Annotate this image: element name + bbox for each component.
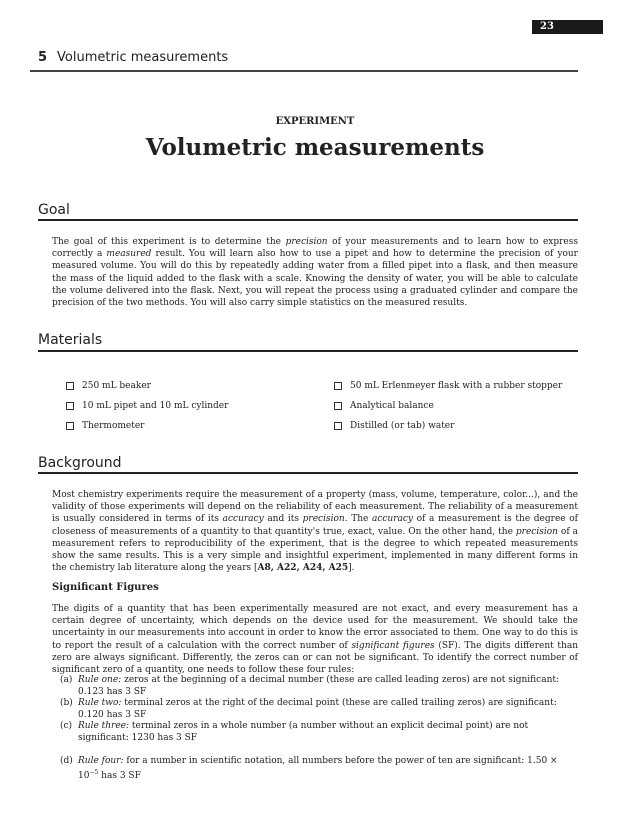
goal-paragraph: The goal of this experiment is to determine the precision of your measurements and to learn how to express correctly a measured result. You will learn also how to use a pipet and how to determine the precision of your measured volume. You will do this by repeatedly adding water from a filled pipet into a flask, and then measure the mass of the liquid added to the flask with a scale. Knowing the density of water, you will be able to calculate the volume delivered into the flask. Next, you will repeat the process using a graduated cylinder and compare the precision of the two methods. You will also carry simple statistics on the measured results. [52, 237, 578, 309]
rule-item: (b) Rule two: terminal zeros at the right of the decimal point (these are called trailing zeros) are significant: 0.120 has 3 SF [60, 698, 557, 721]
chapter-divider [30, 70, 578, 72]
checkbox-icon [334, 422, 342, 430]
checkbox-icon [66, 382, 74, 390]
material-item: Analytical balance [334, 401, 434, 411]
material-item: 250 mL beaker [66, 381, 151, 391]
checkbox-icon [66, 422, 74, 430]
significant-figures-paragraph: The digits of a quantity that has been experimentally measured are not exact, and every measurement has a certain degree of uncertainty, which depends on the device used for the measurement. We should take the uncertainty in our measurements into account in order to know the error associated to them. One way to do this is to report the result of a calculation with the correct number of significant figures (SF). The digits different than zero are always significant. Differently, the zeros can or can not be significant. To identify the correct number of significant zero of a quantity, one needs to follow these four rules: [52, 604, 578, 676]
checkbox-icon [334, 402, 342, 410]
section-divider [38, 219, 578, 221]
experiment-kicker: EXPERIMENT [275, 116, 355, 127]
chapter-number: 5 [38, 50, 48, 65]
material-item: 50 mL Erlenmeyer flask with a rubber stopper [334, 381, 562, 391]
checkbox-icon [334, 382, 342, 390]
subsection-title-significant-figures: Significant Figures [52, 582, 159, 593]
page-number: 23 [540, 21, 554, 32]
material-item: 10 mL pipet and 10 mL cylinder [66, 401, 228, 411]
page-title: Volumetric measurements [145, 134, 485, 161]
material-item: Distilled (or tab) water [334, 421, 454, 431]
section-title-background: Background [38, 455, 122, 471]
chapter-title: Volumetric measurements [57, 50, 229, 65]
rule-item: (c) Rule three: terminal zeros in a whole number (a number without an explicit decimal point) are not significant: 1230 has 3 SF [60, 721, 529, 744]
section-divider [38, 350, 578, 352]
rule-item: (d) Rule four: for a number in scientific notation, all numbers before the power of ten are significant: $1.50 \times 10^{-5}$ has 3 SF [60, 756, 558, 782]
section-title-goal: Goal [38, 202, 70, 218]
background-paragraph: Most chemistry experiments require the measurement of a property (mass, volume, temperature, color...), and the validity of those experiments will depend on the reliability of each measurement. The reliability of a measurement is usually considered in terms of its accuracy and its precision. The accuracy of a measurement is the degree of closeness of measurements of a quantity to that quantity's true, exact, value. On the other hand, the precision of a measurement refers to reproducibility of the experiment, that is the degree to which repeated measurements show the same results. This is a very simple and insightful experiment, implemented in many different forms in the chemistry lab literature along the years [A8, A22, A24, A25]. [52, 490, 578, 574]
checkbox-icon [66, 402, 74, 410]
chapter-header [38, 50, 228, 65]
rule-item: (a) Rule one: zeros at the beginning of a decimal number (these are called leading zeros) are not significant: 0.123 has 3 SF [60, 675, 560, 698]
section-divider [38, 472, 578, 474]
section-title-materials: Materials [38, 332, 103, 348]
material-item: Thermometer [66, 421, 145, 431]
